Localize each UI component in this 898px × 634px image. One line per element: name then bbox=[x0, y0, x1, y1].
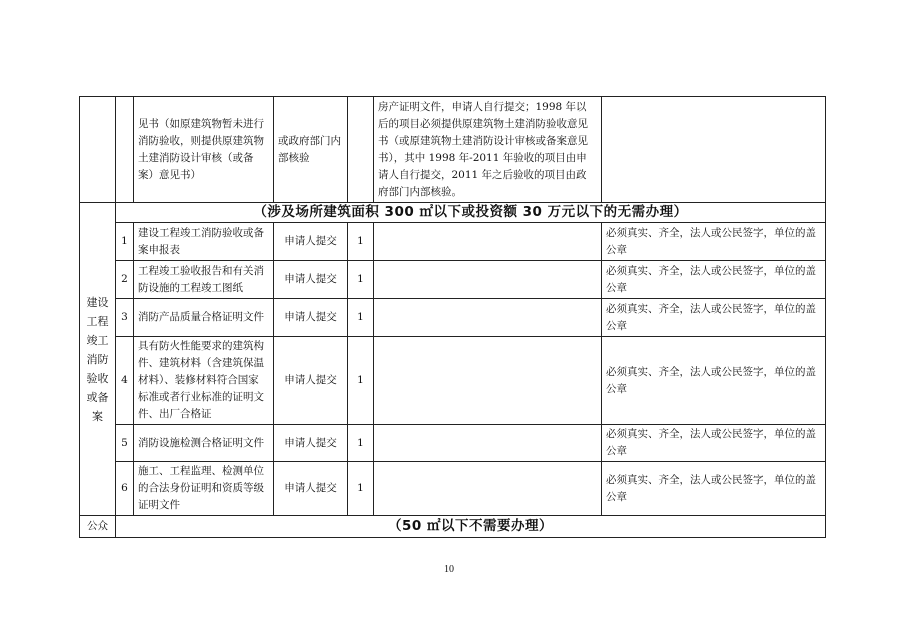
remark-cell bbox=[374, 299, 602, 337]
requirement-cell: 必须真实、齐全，法人或公民签字，单位的盖公章 bbox=[602, 223, 826, 261]
source-cell: 申请人提交 bbox=[274, 425, 348, 462]
remark-cell bbox=[374, 223, 602, 261]
remark-cell bbox=[374, 462, 602, 516]
requirement-cell: 必须真实、齐全，法人或公民签字，单位的盖公章 bbox=[602, 425, 826, 462]
table-row bbox=[80, 516, 826, 538]
remark-cell bbox=[374, 337, 602, 425]
row-number: 4 bbox=[116, 337, 134, 425]
table-row bbox=[80, 261, 826, 299]
section-label: 公众 bbox=[87, 520, 108, 532]
count-cell: 1 bbox=[348, 462, 374, 516]
material-cell: 具有防火性能要求的建筑构件、建筑材料（含建筑保温材料）、装修材料符合国家标准或者行业标准的证明文件、出厂合格证 bbox=[134, 337, 274, 425]
row-number: 6 bbox=[116, 462, 134, 516]
source-cell: 申请人提交 bbox=[274, 223, 348, 261]
table-row bbox=[80, 337, 826, 425]
count-cell: 1 bbox=[348, 425, 374, 462]
section-label-cell bbox=[80, 516, 116, 538]
source-cell: 申请人提交 bbox=[274, 261, 348, 299]
requirement-cell: 必须真实、齐全，法人或公民签字，单位的盖公章 bbox=[602, 299, 826, 337]
source-cell: 或政府部门内部核验 bbox=[274, 97, 348, 203]
table-row bbox=[80, 425, 826, 462]
table-row bbox=[80, 203, 826, 223]
row-number: 1 bbox=[116, 223, 134, 261]
source-cell: 申请人提交 bbox=[274, 299, 348, 337]
row-number: 2 bbox=[116, 261, 134, 299]
count-cell bbox=[348, 97, 374, 203]
material-cell: 施工、工程监理、检测单位的合法身份证明和资质等级证明文件 bbox=[134, 462, 274, 516]
source-cell: 申请人提交 bbox=[274, 337, 348, 425]
material-cell: 工程竣工验收报告和有关消防设施的工程竣工图纸 bbox=[134, 261, 274, 299]
count-cell: 1 bbox=[348, 261, 374, 299]
table-row bbox=[80, 299, 826, 337]
table-row bbox=[80, 97, 826, 203]
requirement-cell: 必须真实、齐全，法人或公民签字，单位的盖公章 bbox=[602, 337, 826, 425]
table-row bbox=[80, 462, 826, 516]
material-cell: 见书（如原建筑物暂未进行消防验收，则提供原建筑物土建消防设计审核（或备案）意见书） bbox=[134, 97, 274, 203]
count-cell: 1 bbox=[348, 223, 374, 261]
number-cell bbox=[116, 97, 134, 203]
material-cell: 建设工程竣工消防验收或备案申报表 bbox=[134, 223, 274, 261]
requirement-cell: 必须真实、齐全，法人或公民签字，单位的盖公章 bbox=[602, 462, 826, 516]
section-cell-empty bbox=[80, 97, 116, 203]
section-label: 建设工程竣工消防验收或备案 bbox=[86, 295, 109, 423]
source-cell: 申请人提交 bbox=[274, 462, 348, 516]
row-number: 3 bbox=[116, 299, 134, 337]
page-number: 10 bbox=[444, 564, 454, 575]
material-cell: 消防产品质量合格证明文件 bbox=[134, 299, 274, 337]
row-number: 5 bbox=[116, 425, 134, 462]
count-cell: 1 bbox=[348, 299, 374, 337]
requirement-cell bbox=[602, 97, 826, 203]
remark-cell: 房产证明文件，申请人自行提交；1998 年以后的项目必须提供原建筑物土建消防验收意见书（或原建筑物土建消防设计审核或备案意见书），其中 1998 年-2011 年验收的项目由申请人自行提交，2011 年之后验收的项目由政府部门内部核验。 bbox=[374, 97, 602, 203]
remark-cell bbox=[374, 425, 602, 462]
table-row bbox=[80, 223, 826, 261]
section-banner: （50 ㎡以下不需要办理） bbox=[116, 516, 826, 538]
section-banner: （涉及场所建筑面积 300 ㎡以下或投资额 30 万元以下的无需办理） bbox=[116, 203, 826, 223]
remark-cell bbox=[374, 261, 602, 299]
count-cell: 1 bbox=[348, 337, 374, 425]
materials-table bbox=[79, 96, 826, 538]
section-label-cell bbox=[80, 203, 116, 516]
requirement-cell: 必须真实、齐全，法人或公民签字，单位的盖公章 bbox=[602, 261, 826, 299]
material-cell: 消防设施检测合格证明文件 bbox=[134, 425, 274, 462]
